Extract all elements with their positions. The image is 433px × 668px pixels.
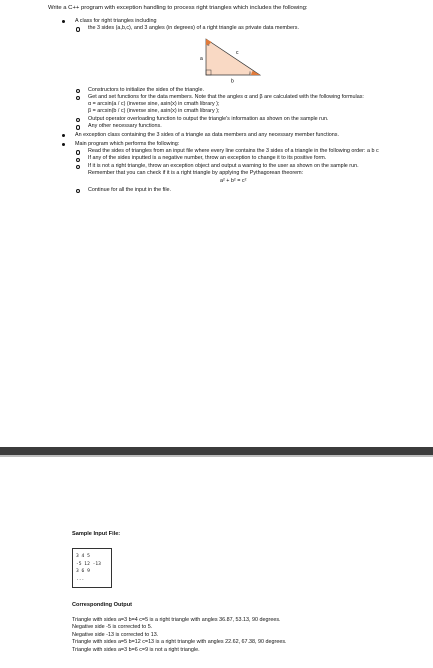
bullet-text: A class for right triangles including xyxy=(75,18,157,24)
list-item xyxy=(75,116,385,123)
list-item xyxy=(60,132,385,139)
input-line: 3 4 5 xyxy=(76,554,90,559)
output-line: Triangle with sides a=3 b=4 c=5 is a right triangle with angles 36.87, 53.13, 90 degrees. xyxy=(72,617,281,623)
list-item xyxy=(75,87,385,94)
input-line: 3 6 9 xyxy=(76,569,90,575)
input-line: -5 12 -13 xyxy=(76,561,101,567)
output-line: Negative side -5 is corrected to 5. xyxy=(72,624,153,631)
list-item xyxy=(60,141,385,194)
list-item xyxy=(75,187,385,194)
bullet-text: If any of the sides inputted is a negative number, throw an exception to change it to its positive form. xyxy=(88,155,327,162)
right-triangle-figure xyxy=(198,35,278,85)
requirements-list xyxy=(60,18,385,196)
bullet-text: Output operator overloading function to output the triangle's information as shown on the sample run. xyxy=(88,115,329,122)
list-item xyxy=(75,25,385,84)
sample-output xyxy=(72,617,287,654)
beta-formula: β = arcsin(b / c) (inverse sine, asin(x) in cmath library ); xyxy=(88,108,220,115)
pythagorean-formula: a² + b² = c² xyxy=(220,178,247,185)
bullet-text: If it is not a right triangle, throw an exception object and output a warning to the user as shown on the sample run. Remember that you can check if it is a right triangle by applying the Pythagorean theorem: xyxy=(88,162,359,177)
input-line: ... xyxy=(76,576,85,582)
output-label: Corresponding Output xyxy=(72,602,132,608)
list-item xyxy=(60,18,385,130)
sample-input-box xyxy=(72,548,112,588)
list-item xyxy=(75,155,385,162)
intro-text: Write a C++ program with exception handling to process right triangles which includes the following: xyxy=(48,5,308,11)
bullet-text: An exception class containing the 3 sides of a triangle as data members and any necessary member functions. xyxy=(75,131,339,138)
list-item xyxy=(75,148,385,155)
bullet-text: Constructors to initialize the sides of the triangle. xyxy=(88,86,204,93)
output-line: Triangle with sides a=5 b=12 c=13 is a right triangle with angles 22.62, 67.38, 90 degrees. xyxy=(72,639,287,646)
sub-list xyxy=(75,148,385,194)
list-item xyxy=(75,163,385,186)
page-divider-shadow xyxy=(0,455,433,457)
bullet-text: Read the sides of triangles from an input file where every line contains the 3 sides of a triangle in the following order: a b c xyxy=(88,148,379,155)
triangle-shape xyxy=(206,39,260,75)
bullet-text: Get and set functions for the data members. Note that the angles α and β are calculated with the following formulas: xyxy=(88,93,364,100)
angle-alpha-label: α xyxy=(207,42,210,47)
sample-input-label: Sample Input File: xyxy=(72,531,121,537)
bullet-text: Main program which performs the following: xyxy=(75,140,180,147)
side-a-label: a xyxy=(200,55,203,62)
page-divider xyxy=(0,447,433,455)
output-line: Negative side -13 is corrected to 13. xyxy=(72,631,159,638)
sub-list xyxy=(75,25,385,130)
angle-beta-label: β xyxy=(249,70,251,75)
side-b-label: b xyxy=(231,78,234,85)
list-item xyxy=(75,123,385,130)
list-item xyxy=(75,94,385,116)
side-c-label: c xyxy=(236,49,239,56)
triangle-diagram xyxy=(88,35,385,85)
bullet-text: the 3 sides (a,b,c), and 3 angles (in degrees) of a right triangle as private data members. xyxy=(88,25,299,32)
bullet-text: Continue for all the input in the file. xyxy=(88,186,172,193)
alpha-formula: α = arcsin(a / c) (inverse sine, asin(x) in cmath library ); xyxy=(88,101,220,108)
output-line: Triangle with sides a=3 b=6 c=9 is not a right triangle. xyxy=(72,646,200,653)
bullet-text: Any other necessary functions. xyxy=(88,123,162,130)
